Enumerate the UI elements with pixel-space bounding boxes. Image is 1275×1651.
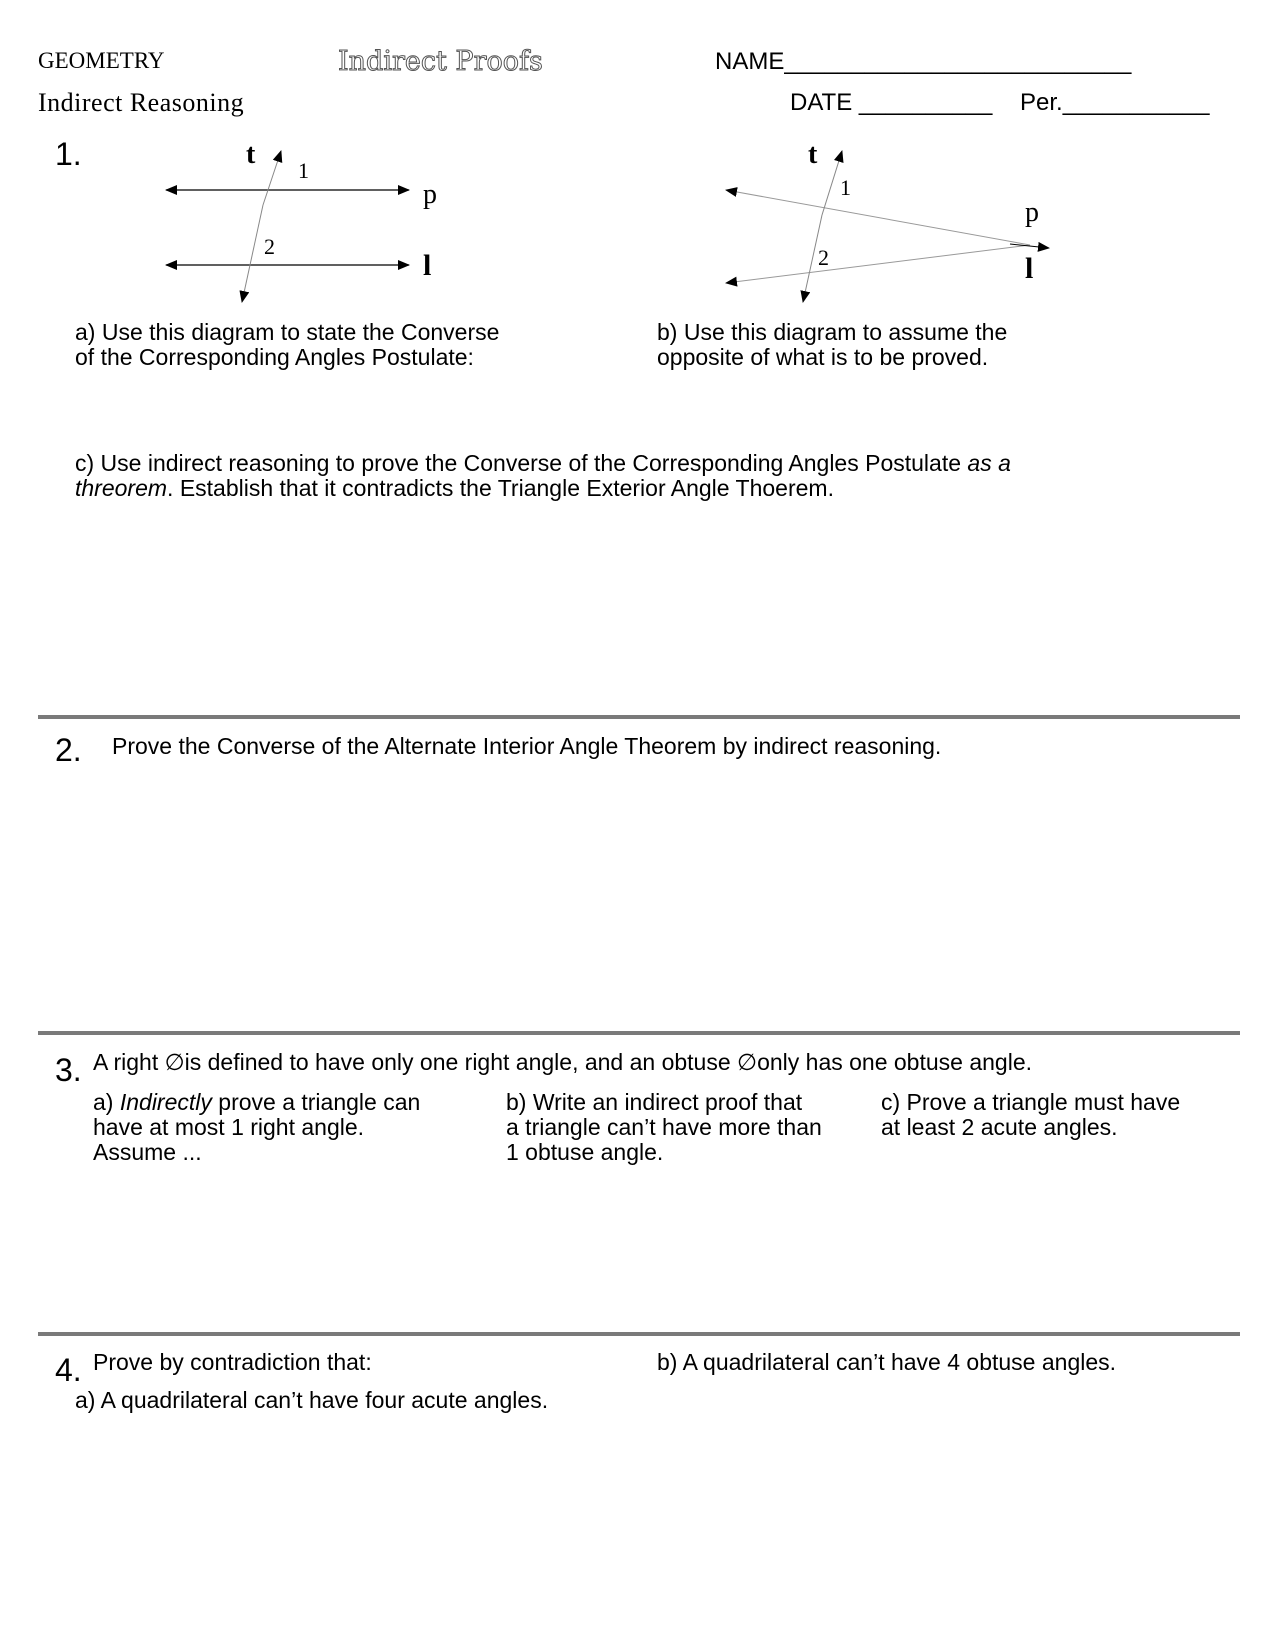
question-3b bbox=[506, 1090, 822, 1165]
line-l-converging bbox=[726, 245, 1030, 283]
label-p-b: p bbox=[1025, 197, 1039, 228]
question-1b bbox=[657, 320, 1007, 370]
question-3c-line-1: c) Prove a triangle must have bbox=[881, 1089, 1181, 1115]
date-field[interactable]: DATE __________ bbox=[790, 89, 993, 116]
question-1-number: 1. bbox=[55, 136, 82, 172]
question-1b-line-1: b) Use this diagram to assume the bbox=[657, 319, 1008, 345]
label-angle-1-b: 1 bbox=[840, 175, 851, 200]
label-l-b: l bbox=[1025, 252, 1034, 285]
question-3b-line-2: a triangle can’t have more than bbox=[506, 1114, 822, 1140]
section-divider-2 bbox=[38, 1031, 1240, 1035]
question-3c bbox=[881, 1090, 1180, 1140]
name-field[interactable]: NAME__________________________ bbox=[715, 48, 1132, 75]
label-angle-2-b: 2 bbox=[818, 245, 829, 270]
question-1c bbox=[75, 451, 1225, 501]
transversal-t-up-b bbox=[822, 151, 842, 215]
question-4b: b) A quadrilateral can’t have 4 obtuse angles. bbox=[657, 1349, 1117, 1375]
worksheet-subtitle: Indirect Reasoning bbox=[38, 88, 245, 117]
question-3a-line-2: have at most 1 right angle. bbox=[93, 1114, 365, 1140]
question-1c-text-1: c) Use indirect reasoning to prove the Converse of the Corresponding Angles Postulate bbox=[75, 450, 968, 476]
question-3c-line-2: at least 2 acute angles. bbox=[881, 1114, 1118, 1140]
label-p: p bbox=[423, 179, 437, 210]
question-3a-rest: prove a triangle can bbox=[211, 1089, 421, 1115]
question-1a-line-2: of the Corresponding Angles Postulate: bbox=[75, 344, 474, 370]
question-1a bbox=[75, 320, 499, 370]
question-3a-prefix: a) bbox=[93, 1089, 120, 1115]
question-3a-line-3: Assume ... bbox=[93, 1139, 202, 1165]
line-p-converging bbox=[726, 190, 1030, 245]
question-1a-line-1: a) Use this diagram to state the Converse bbox=[75, 319, 500, 345]
question-1c-italic-1: as a bbox=[967, 450, 1011, 476]
question-4-intro: Prove by contradiction that: bbox=[93, 1349, 372, 1375]
question-3a-italic: Indirectly bbox=[119, 1089, 212, 1115]
question-3b-line-3: 1 obtuse angle. bbox=[506, 1139, 664, 1165]
worksheet-title: Indirect Proofs bbox=[338, 46, 543, 77]
label-l: l bbox=[423, 249, 432, 282]
question-3-number: 3. bbox=[55, 1052, 82, 1088]
question-3-text: A right ∅is defined to have only one right angle, and an obtuse ∅only has one obtuse angle. bbox=[93, 1049, 1033, 1075]
label-angle-2: 2 bbox=[264, 234, 275, 259]
label-t-b: t bbox=[808, 139, 818, 170]
question-2-number: 2. bbox=[55, 732, 82, 768]
question-1c-italic-2: threorem bbox=[75, 475, 168, 501]
label-t: t bbox=[246, 139, 256, 170]
section-divider-1 bbox=[38, 715, 1240, 719]
question-1b-line-2: opposite of what is to be proved. bbox=[657, 344, 989, 370]
course-label: GEOMETRY bbox=[38, 48, 165, 73]
question-4a: a) A quadrilateral can’t have four acute angles. bbox=[75, 1387, 549, 1413]
question-3a bbox=[93, 1090, 420, 1165]
label-angle-1: 1 bbox=[298, 158, 309, 183]
question-3b-line-1: b) Write an indirect proof that bbox=[506, 1089, 803, 1115]
period-field[interactable]: Per.___________ bbox=[1020, 89, 1210, 116]
question-1c-text-2: . Establish that it contradicts the Triangle Exterior Angle Thoerem. bbox=[167, 475, 834, 501]
diagram-intersecting-lines bbox=[0, 0, 1275, 330]
question-2-text: Prove the Converse of the Alternate Interior Angle Theorem by indirect reasoning. bbox=[112, 733, 942, 759]
question-4-number: 4. bbox=[55, 1352, 82, 1388]
section-divider-3 bbox=[38, 1332, 1240, 1336]
